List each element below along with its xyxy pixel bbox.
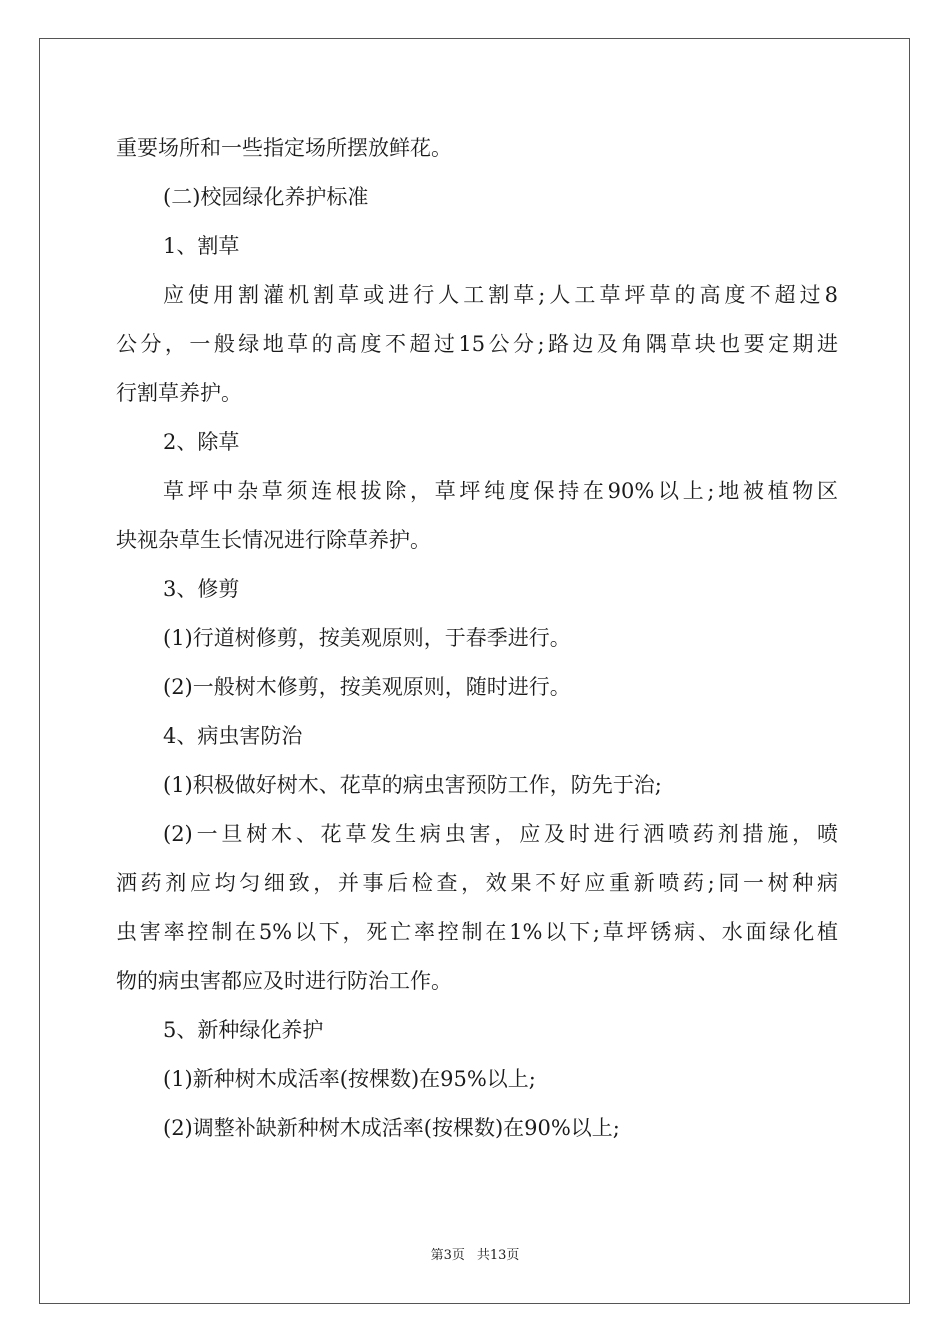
paragraph-line: 物的病虫害都应及时进行防治工作。: [116, 969, 452, 993]
list-item: (1)积极做好树木、花草的病虫害预防工作，防先于治;: [163, 773, 662, 797]
page-total: 共13页: [476, 1248, 520, 1263]
list-item: (2)调整补缺新种树木成活率(按棵数)在90%以上;: [163, 1116, 620, 1140]
subsection-heading: 2、除草: [163, 430, 240, 454]
list-item: (2)一般树木修剪，按美观原则，随时进行。: [163, 675, 571, 699]
subsection-heading: 5、新种绿化养护: [163, 1018, 324, 1042]
list-item: (1)新种树木成活率(按棵数)在95%以上;: [163, 1067, 536, 1091]
list-item: (1)行道树修剪，按美观原则，于春季进行。: [163, 626, 571, 650]
paragraph-line: 虫害率控制在5%以下，死亡率控制在1%以下;草坪锈病、水面绿化植: [116, 920, 838, 944]
paragraph-line: 草坪中杂草须连根拔除，草坪纯度保持在90%以上;地被植物区: [163, 479, 838, 503]
section-heading: (二)校园绿化养护标准: [163, 185, 369, 209]
page-number: 第3页: [430, 1248, 465, 1263]
list-item: (2)一旦树木、花草发生病虫害，应及时进行洒喷药剂措施，喷: [163, 822, 838, 846]
paragraph-line: 洒药剂应均匀细致，并事后检查，效果不好应重新喷药;同一树种病: [116, 871, 838, 895]
subsection-heading: 1、割草: [163, 234, 240, 258]
paragraph-line: 重要场所和一些指定场所摆放鲜花。: [116, 136, 452, 160]
paragraph-line: 应使用割灌机割草或进行人工割草;人工草坪草的高度不超过8: [163, 283, 838, 307]
subsection-heading: 3、修剪: [163, 577, 240, 601]
paragraph-line: 公分，一般绿地草的高度不超过15公分;路边及角隅草块也要定期进: [116, 332, 838, 356]
document-body: [116, 124, 838, 1153]
subsection-heading: 4、病虫害防治: [163, 724, 303, 748]
paragraph-line: 块视杂草生长情况进行除草养护。: [116, 528, 431, 552]
paragraph-line: 行割草养护。: [116, 381, 242, 405]
page-footer: [0, 1246, 950, 1266]
